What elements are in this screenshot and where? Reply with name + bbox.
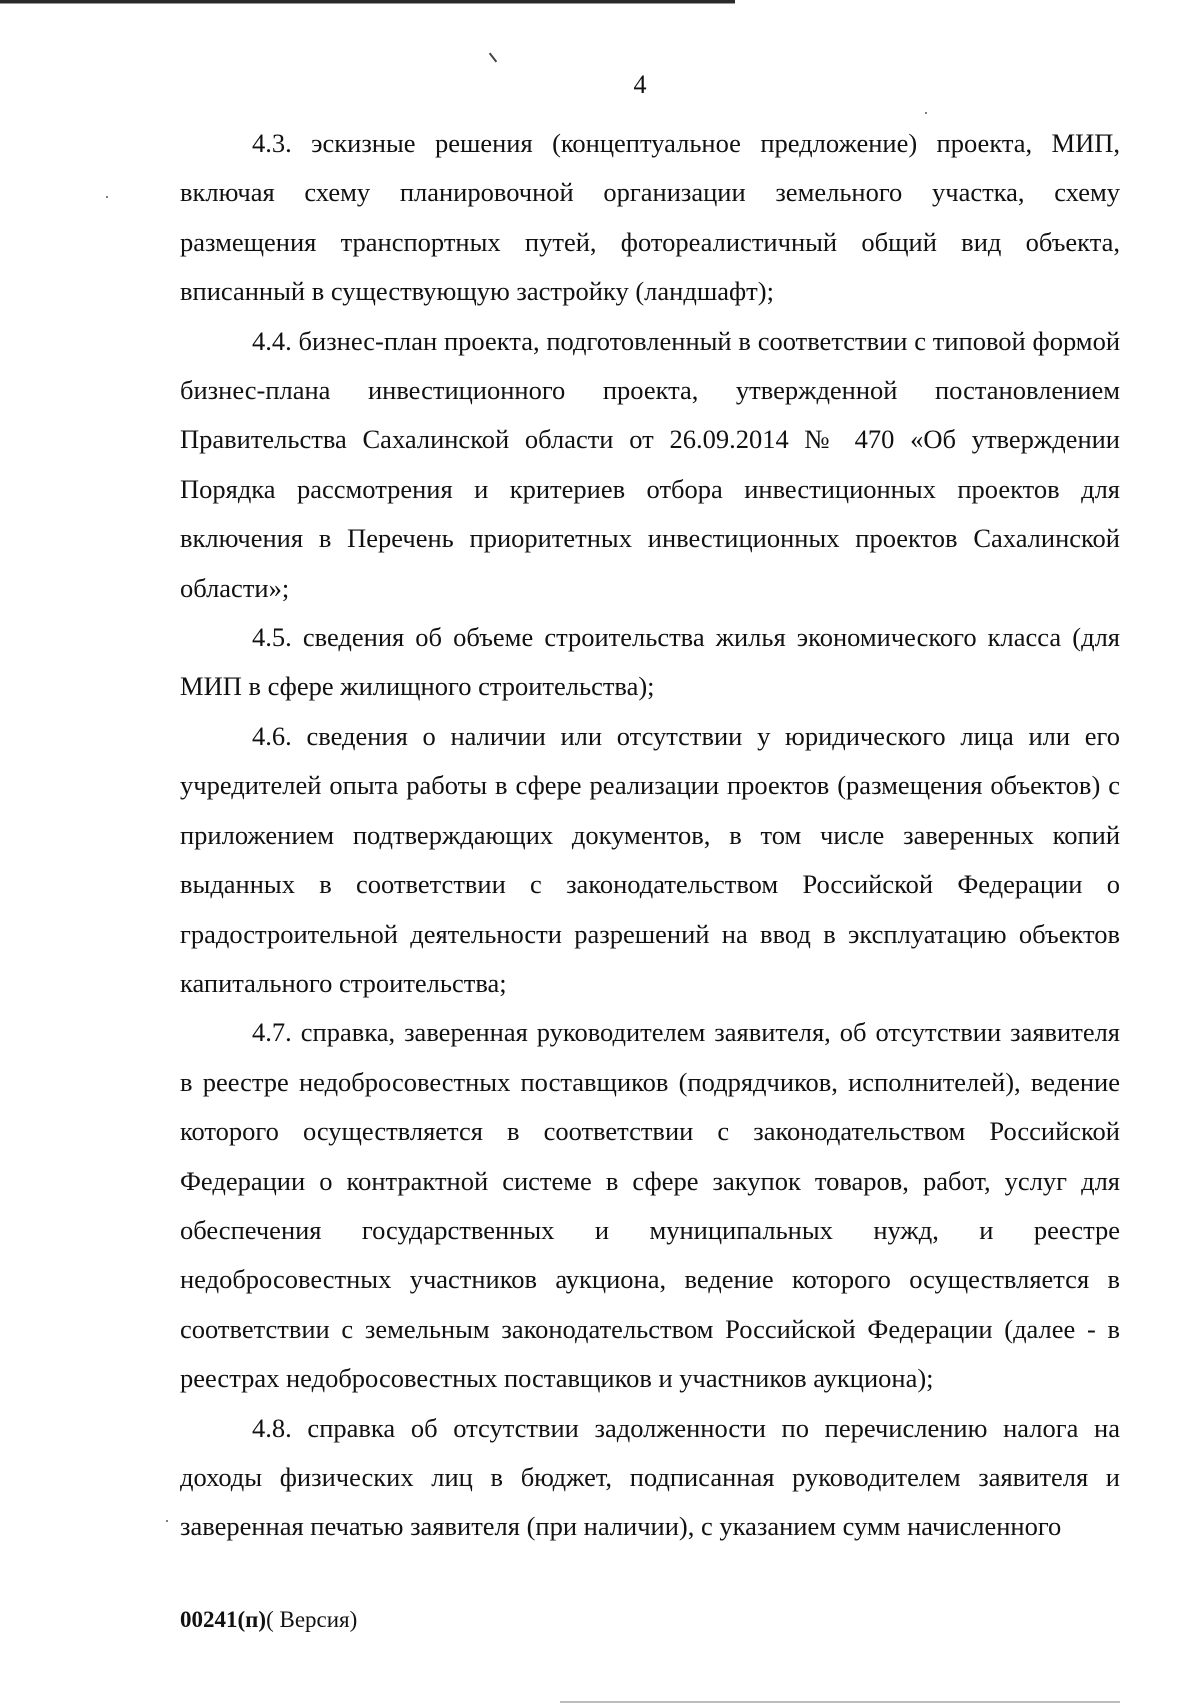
scan-edge-line-faint (0, 3, 735, 4)
document-code: 00241(п) (180, 1607, 267, 1632)
paragraph-4-8: 4.8. справка об отсутствии задолженности по перечислению налога на доходы физических лиц в бюджет, подписанная руководителем заявителя и заверенная печатью заявителя (при наличии), с указанием сумм начисленного (180, 1412, 1120, 1542)
scan-speck (166, 1520, 168, 1522)
paragraph-4-3: 4.3. эскизные решения (концептуальное предложение) проекта, МИП, включая схему планировочной организации земельного участка, схему размещения транспортных путей, фотореалистичный общий вид объекта, вписанный в существующую застройку (ландшафт); (180, 128, 1120, 307)
document-version: ( Версия) (266, 1607, 358, 1632)
paragraph-4-5: 4.5. сведения об объеме строительства жилья экономического класса (для МИП в сфере жилищного строительства); (180, 622, 1120, 702)
scan-artifact-mark (489, 53, 497, 63)
document-body (180, 119, 1120, 1552)
page-number: 4 (633, 70, 647, 99)
paragraph-4-7: 4.7. справка, заверенная руководителем заявителя, об отсутствии заявителя в реестре недобросовестных поставщиков (подрядчиков, исполнителей), ведение которого осуществляется в соответствии с законодательством Российской Федерации о контрактной системе в сфере закупок товаров, работ, услуг для обеспечения государственных и муниципальных нужд, и реестре недобросовестных участников аукциона, ведение которого осуществляется в соответствии с земельным законодательством Российской Федерации (далее - в реестрах недобросовестных поставщиков и участников аукциона); (180, 1017, 1120, 1394)
paragraph-4-6: 4.6. сведения о наличии или отсутствии у юридического лица или его учредителей опыта работы в сфере реализации проектов (размещения объектов) с приложением подтверждающих документов, в том числе заверенных копий выданных в соответствии с законодательством Российской Федерации о градостроительной деятельности разрешений на ввод в эксплуатацию объектов капитального строительства; (180, 720, 1120, 998)
scan-speck (106, 196, 108, 198)
scan-edge-line-bottom (560, 1701, 1120, 1703)
paragraph-4-4: 4.4. бизнес-план проекта, подготовленный в соответствии с типовой формой бизнес-плана инвестиционного проекта, утвержденной постановлением Правительства Сахалинской области от 26.09.2014 № 470 «Об утверждении Порядка рассмотрения и критериев отбора инвестиционных проектов для включения в Перечень приоритетных инвестиционных проектов Сахалинской области»; (180, 325, 1120, 603)
document-footer (180, 1605, 357, 1635)
scan-speck (925, 112, 927, 114)
